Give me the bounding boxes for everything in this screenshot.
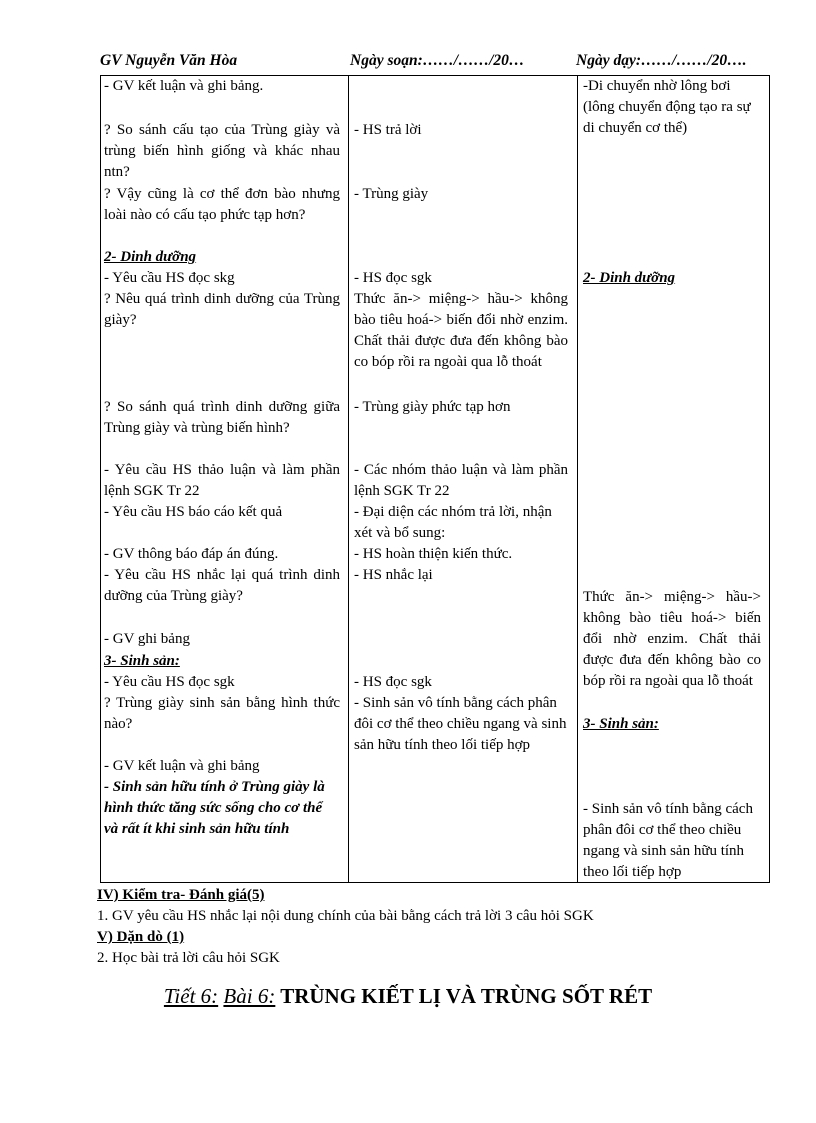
student-row-reproduction: - Sinh sản vô tính bằng cách phân đôi cơ thể theo chiều ngang và sinh sản hữu tính theo lối tiếp hợp [354,695,567,753]
teacher-row-reproduction-question: ? Trùng giày sinh sản bằng hình thức nào? [104,695,340,732]
student-row-nutrition-process: Thức ăn-> miệng-> hầu-> không bào tiêu hoá-> biến đổi nhờ enzim. Chất thải được đưa đến không bào co bóp rồi ra ngoài qua lỗ thoát [354,291,568,370]
student-row-complete: - HS hoàn thiện kiến thức. [354,546,513,562]
teacher-heading-nutrition: 2- Dinh dưỡng [104,249,197,265]
student-row-recall: - HS nhắc lại [354,567,433,583]
table-border-left [100,75,101,883]
teacher-row-sexual-note: - Sinh sản hữu tính ở Trùng giày là hình thức tăng sức sống cho cơ thể và rất ít khi sinh sản hữu tính [104,779,325,837]
teacher-row-complex-question: ? Vậy cũng là cơ thể đơn bào nhưng loài nào có cấu tạo phức tạp hơn? [104,186,340,223]
teacher-row-read-sgk-2: - Yêu cầu HS đọc sgk [104,674,235,690]
next-lesson-title [0,984,816,1009]
content-heading-nutrition: 2- Dinh dưỡng [583,270,676,286]
student-row-more-complex: - Trùng giày phức tạp hơn [354,399,511,415]
teacher-row-group-discussion: - Yêu cầu HS thảo luận và làm phần lệnh SGK Tr 22 [104,462,340,499]
student-row-answer: - HS trả lời [354,122,422,138]
student-row-paramecium: - Trùng giày [354,186,429,202]
teacher-row-nutrition-question: ? Nêu quá trình dinh dưỡng của Trùng giày? [104,291,340,328]
student-row-read-sgk-2: - HS đọc sgk [354,674,432,690]
teacher-row-conclusion: - GV kết luận và ghi bảng. [104,78,264,94]
teacher-name: GV Nguyễn Văn Hòa [100,52,238,69]
student-row-read-sgk: - HS đọc sgk [354,270,432,286]
teacher-row-report: - Yêu cầu HS báo cáo kết quả [104,504,283,520]
teacher-row-conclusion-2: - GV kết luận và ghi bảng [104,758,260,774]
table-divider-2 [577,75,578,883]
content-row-reproduction: - Sinh sản vô tính bằng cách phân đôi cơ thể theo chiều ngang và sinh sản hữu tính theo lối tiếp hợp [583,801,753,880]
content-row-nutrition-process: Thức ăn-> miệng-> hầu-> không bào tiêu hoá-> biến đổi nhờ enzim. Chất thải được đưa đến không bào co bóp rồi ra ngoài qua lỗ thoát [583,589,761,689]
teacher-row-write-board: - GV ghi bảng [104,631,190,647]
student-row-representatives: - Đại diện các nhóm trả lời, nhận xét và bổ sung: [354,504,552,541]
student-row-groups-discuss: - Các nhóm thảo luận và làm phần lệnh SGK Tr 22 [354,462,568,499]
lesson-period: Tiết 6: [163,984,219,1008]
section-iv-item: 1. GV yêu cầu HS nhắc lại nội dung chính của bài bằng cách trả lời 3 câu hỏi SGK [97,908,594,924]
teacher-row-compare-structure: ? So sánh cấu tạo của Trùng giày và trùng biến hình giống và khác nhau ntn? [104,122,340,180]
teacher-heading-reproduction: 3- Sinh sản: [104,653,180,669]
lesson-name: TRÙNG KIẾT LỊ VÀ TRÙNG SỐT RÉT [280,984,653,1008]
prep-date: Ngày soạn:……/……/20… [350,52,525,69]
page-header [100,52,770,74]
content-heading-reproduction: 3- Sinh sản: [583,716,659,732]
lesson-number: Bài 6: [223,984,276,1008]
teacher-row-recall: - Yêu cầu HS nhắc lại quá trình dinh dưỡng của Trùng giày? [104,567,340,604]
section-v-title: V) Dặn dò (1) [97,929,185,945]
teacher-row-compare-nutrition: ? So sánh quá trình dinh dưỡng giữa Trùng giày và trùng biến hình? [104,399,340,436]
teacher-row-read-sgk: - Yêu cầu HS đọc skg [104,270,235,286]
teach-date: Ngày dạy:……/……/20…. [576,52,747,69]
section-v-item: 2. Học bài trả lời câu hỏi SGK [97,950,280,966]
table-border-right [769,75,770,883]
table-divider-1 [348,75,349,883]
section-iv-title: IV) Kiểm tra- Đánh giá(5) [97,887,265,903]
content-row-movement: -Di chuyển nhờ lông bơi (lông chuyển động tạo ra sự di chuyển cơ thể) [583,78,751,136]
teacher-row-answer: - GV thông báo đáp án đúng. [104,546,279,562]
